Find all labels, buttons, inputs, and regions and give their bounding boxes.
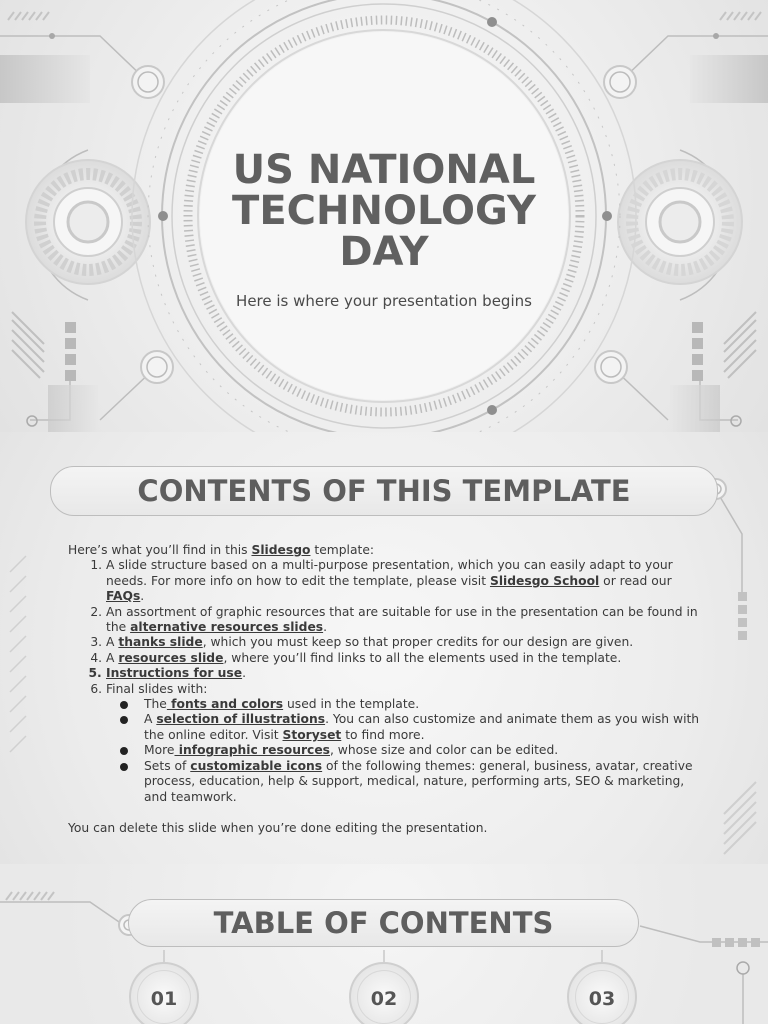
instructions-link[interactable]: Instructions for use: [106, 666, 243, 681]
intro-text: template:: [310, 543, 375, 557]
item-text: to find more.: [341, 727, 425, 742]
item-text: of the following themes: general, business, avatar, creative process, education, help & support, medical, nature, performing arts, SEO & marketing, and teamwork.: [144, 758, 693, 804]
fonts-colors-link[interactable]: fonts and colors: [166, 697, 284, 712]
sub-item: [144, 743, 708, 758]
item-text: , where you’ll find links to all the elements used in the template.: [223, 650, 622, 665]
section-heading: TABLE OF CONTENTS: [128, 899, 639, 947]
final-slides-list: [106, 697, 708, 805]
slidesgo-school-link[interactable]: Slidesgo School: [489, 573, 600, 588]
list-item: [106, 605, 708, 636]
sub-item: [144, 759, 708, 805]
list-item: [106, 651, 708, 666]
item-text: Final slides with:: [106, 681, 208, 696]
presentation-subtitle: Here is where your presentation begins: [236, 292, 532, 310]
list-item: [106, 558, 708, 604]
item-text: The: [144, 697, 167, 712]
list-item: [106, 635, 708, 650]
resources-slide-link[interactable]: resources slide: [118, 650, 224, 665]
item-text: . You can also customize and animate them as you wish with the online editor. Visit: [144, 712, 700, 742]
section-heading: CONTENTS OF THIS TEMPLATE: [50, 466, 718, 516]
slidesgo-link[interactable]: Slidesgo: [251, 543, 311, 557]
sub-item: [144, 697, 708, 712]
item-text: An assortment of graphic resources that are suitable for use in the presentation can be found in the: [106, 604, 698, 635]
item-text: .: [242, 666, 247, 681]
item-text: Sets of: [144, 758, 191, 773]
presentation-title: US NATIONAL TECHNOLOGY DAY: [232, 147, 536, 275]
item-text: .: [323, 620, 328, 635]
toc-number-3[interactable]: 03: [567, 962, 637, 1024]
infographic-link[interactable]: infographic resources: [174, 743, 330, 758]
list-item: [106, 682, 708, 805]
toc-number-1[interactable]: 01: [129, 962, 199, 1024]
intro-text: Here’s what you’ll find in this: [68, 543, 252, 557]
sub-item: [144, 712, 708, 743]
item-text: A slide structure based on a multi-purpose presentation, which you can easily adapt to your needs. For more info on how to edit the template, please visit: [106, 558, 673, 588]
item-text: A: [106, 635, 119, 650]
toc-number-2[interactable]: 02: [349, 962, 419, 1024]
item-text: or read our: [599, 573, 672, 588]
toc-slide: [0, 864, 768, 1024]
item-text: A: [144, 712, 157, 727]
item-text: , whose size and color can be edited.: [329, 743, 559, 758]
illustrations-link[interactable]: selection of illustrations: [156, 712, 326, 727]
storyset-link[interactable]: Storyset: [282, 727, 342, 742]
list-item: [106, 666, 708, 681]
alternative-resources-link[interactable]: alternative resources slides: [130, 620, 324, 635]
template-contents-text: [68, 543, 708, 836]
item-text: A: [106, 650, 119, 665]
title-slide: [0, 0, 768, 432]
footer-note: You can delete this slide when you’re done editing the presentation.: [68, 820, 488, 835]
contents-slide: [0, 432, 768, 864]
icons-link[interactable]: customizable icons: [190, 758, 323, 773]
faqs-link[interactable]: FAQs: [106, 589, 141, 604]
item-text: More: [144, 743, 175, 758]
item-text: , which you must keep so that proper credits for our design are given.: [202, 635, 634, 650]
contents-list: [68, 558, 708, 805]
item-text: .: [140, 589, 145, 604]
intro-line: [68, 543, 708, 558]
thanks-slide-link[interactable]: thanks slide: [118, 635, 203, 650]
item-text: used in the template.: [283, 697, 420, 712]
